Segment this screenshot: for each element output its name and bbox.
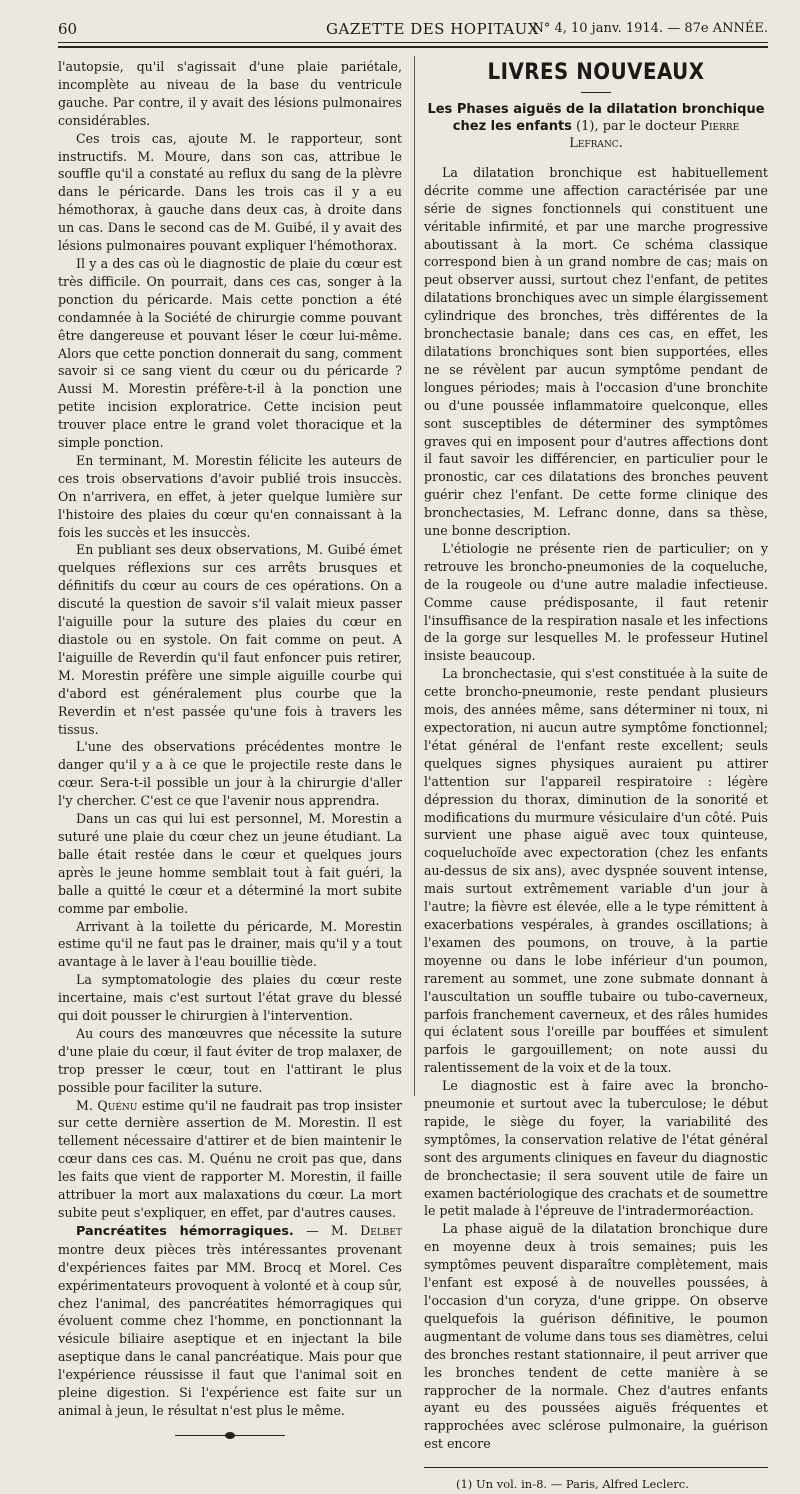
section-ornament <box>175 1432 285 1439</box>
footnote: (1) Un vol. in-8. — Paris, Alfred Leclerc. <box>456 1477 689 1492</box>
footnote-rule <box>424 1467 768 1468</box>
paragraph-quenu <box>58 1097 402 1222</box>
paragraph: Dans un cas qui lui est personnel, M. Morestin a suturé une plaie du cœur chez un jeune étudiant. La balle était restée dans le cœur et quelques jours après le jeune homme semblait tout à fait guéri, la balle a quitté le cœur et a déterminé la mort subite comme par embolie. <box>58 811 402 916</box>
paragraph: La phase aiguë de la dilatation bronchique dure en moyenne deux à trois semaines; puis les symptômes peuvent disparaître complètement, mais l'enfant est exposé à de nouvelles poussées, à l'occasion d'un coryza, d'une grippe. On observe quelquefois la guérison définitive, le poumon augmentant de volume dans tous ses diamètres, celui des bronches restant stationnaire, il peut arriver que les bronches tendent de cette manière à se rapprocher de la normale. Chez d'autres enfants ayant eu des poussées aiguës fréquentes et rapprochées avec sclérose pulmonaire, la guérison est encore <box>424 1221 768 1452</box>
paragraph: Il y a des cas où le diagnostic de plaie du cœur est très difficile. On pourrait, dans ces cas, songer à la ponction du péricarde. Mais cette ponction a été condamnée à la Société de chirurgie comme pouvant être dangereuse et pouvant léser le cœur lui-même. Alors que cette ponction donnerait du sang, comment savoir si ce sang vient du cœur ou du péricarde ? Aussi M. Morestin préfère-t-il à la ponction une petite incision exploratrice. Cette incision peut trouver place entre le grand volet thoracique et la simple ponction. <box>58 255 402 451</box>
paragraph: En publiant ses deux observations, M. Guibé émet quelques réflexions sur ces arrêts brusques et définitifs du cœur au cours de ces opérations. On a discuté la question de savoir s'il valait mieux passer l'aiguille pour la suture des plaies du cœur en diastole ou en systole. On fait comme on peut. A l'aiguille de Reverdin qu'il faut enfoncer puis retirer, M. Morestin préfère une simple aiguille courbe qui d'abord est généralement plus courbe que la Reverdin et n'est passée qu'une fois à travers les tissus. <box>58 542 402 737</box>
right-column <box>424 58 768 1494</box>
speaker-name: M. Quénu <box>76 1097 138 1113</box>
subsection-paragraph <box>58 1222 402 1420</box>
paragraph: L'étiologie ne présente rien de particulier; on y retrouve les broncho-pneumonies de la coqueluche, de la rougeole ou d'une autre maladie infectieuse. Comme cause prédisposante, il faut retenir l'insuffisance de la respiration nasale et les infections de la gorge sur lesquelles M. le professeur Hutinel insiste beaucoup. <box>424 540 768 664</box>
section-title: LIVRES NOUVEAUX <box>487 60 705 85</box>
paragraph: La symptomatologie des plaies du cœur reste incertaine, mais c'est surtout l'état grave du blessé qui doit pousser le chirurgien à l'intervention. <box>58 972 402 1024</box>
paragraph: L'une des observations précédentes montre le danger qu'il y a à ce que le projectile reste dans le cœur. Sera-t-il possible un jour à la chirurgie d'aller l'y chercher. C'est ce que l'avenir nous apprendra. <box>58 739 402 809</box>
header-rule-thin <box>58 42 768 43</box>
paragraph: En terminant, M. Morestin félicite les auteurs de ces trois observations d'avoir publié trois insuccès. On n'arrivera, en effet, à jeter quelque lumière sur l'histoire des plaies du cœur qu'en connaissant à la fois les succès et les insuccès. <box>58 452 402 540</box>
subsection-heading: Pancréatites hémorragiques. <box>76 1223 294 1239</box>
header-rule-thick <box>58 46 768 48</box>
paragraph-text: estime qu'il ne faudrait pas trop insister sur cette dernière assertion de M. Morestin. Il est tellement nécessaire d'attirer et de bien maintenir le cœur dans ces cas. M. Quénu ne croit pas que, dans les faits que vient de rapporter M. Morestin, il faille attribuer la mort aux malaxations du cœur. La mort subite peut s'expliquer, en effet, par d'autres causes. <box>58 1097 402 1220</box>
section-title-rule <box>581 92 611 93</box>
speaker-name: Delbet <box>360 1222 402 1238</box>
page-header <box>58 18 768 40</box>
paragraph: La bronchectasie, qui s'est constituée à la suite de cette broncho-pneumonie, reste pendant plusieurs mois, des années même, sans déterminer ni toux, ni expectoration, ni aucun autre symptôme fonctionnel; l'état général de l'enfant reste excellent; seuls quelques signes physiques auraient pu attirer l'attention sur l'appareil respiratoire : légère dépression du thorax, diminution de la sonorité et modifications du murmure vésiculaire d'un côté. Puis survient une phase aiguë avec toux quinteuse, coqueluchoïde avec expectoration (chez les enfants au-dessus de six ans), avec dyspnée souvent intense, mais surtout extrêmement variable d'un jour à l'autre; la fièvre est élevée, elle a le type rémittent à exacerbations vespérales, à grandes oscillations; à l'examen des poumons, on trouve, à la partie moyenne ou dans le lobe inférieur d'un poumon, rarement au sommet, une zone submate donnant à l'auscultation un souffle tubaire ou tubo-caverneux, parfois franchement caverneux, et des râles humides qui éclatent sous l'oreille par bouffées et simulent parfois le gargouillement; on note aussi du ralentissement de la voix et de la toux. <box>424 666 768 1076</box>
paragraph: Ces trois cas, ajoute M. le rapporteur, sont instructifs. M. Moure, dans son cas, attribue le souffle qu'il a constaté au reflux du sang de la plèvre dans le péricarde. Dans les trois cas il y a eu hémothorax, à gauche dans deux cas, à droite dans un cas. Dans le second cas de M. Guibé, il y avait des lésions pulmonaires pouvant expliquer l'hémothorax. <box>58 130 402 254</box>
column-divider <box>414 56 415 1096</box>
page-number: 60 <box>58 20 78 38</box>
subsection-lead: — M. <box>293 1222 361 1238</box>
article-author: Pierre Lefranc <box>569 118 740 151</box>
issue-info: N° 4, 10 janv. 1914. — 87e ANNÉE. <box>532 21 768 36</box>
article-title: Les Phases aiguës de la dilatation bronchique chez les enfants <box>427 101 765 134</box>
paragraph: Arrivant à la toilette du péricarde, M. Morestin estime qu'il ne faut pas le drainer, mais qu'il y a tout avantage à le laver à l'eau bouillie tiède. <box>58 918 402 970</box>
paragraph: La dilatation bronchique est habituellement décrite comme une affection caractérisée par une série de signes fonctionnels qui constituent une véritable infirmité, et par une marche progressive aboutissant à la mort. Ce schéma classique correspond bien à un grand nombre de cas; mais on peut observer aussi, surtout chez l'enfant, de petites dilatations bronchiques avec un simple élargissement cylindrique des bronches, très différentes de la bronchectasie banale; dans ces cas, en effet, les dilatations bronchiques sont bien supportées, elles ne se révèlent par aucun symptôme pendant de longues périodes; mais à l'occasion d'une bronchite ou d'une poussée inflammatoire quelconque, elles sont susceptibles de déterminer des symptômes graves qui en imposent pour d'autres affections dont il faut savoir les différencier, en particulier pour le pronostic, car ces dilatations des bronches peuvent guérir chez l'enfant. De cette forme clinique des bronchectasies, M. Lefranc donne, dans sa thèse, une bonne description. <box>424 164 768 539</box>
journal-title: GAZETTE DES HOPITAUX <box>326 20 539 38</box>
article-title-block: Les Phases aiguës de la dilatation bronchique chez les enfants (1), par le docteur Pierre Lefranc. <box>427 101 765 151</box>
paragraph: Le diagnostic est à faire avec la broncho-pneumonie et surtout avec la tuberculose; le début rapide, le siège du foyer, la variabilité des symptômes, la conservation relative de l'état général sont des arguments cliniques en faveur du diagnostic de bronchectasie; il sera souvent utile de faire un examen bactériologique des crachats et de soumettre le petit malade à l'épreuve de l'intradermoréaction. <box>424 1078 768 1219</box>
paragraph: l'autopsie, qu'il s'agissait d'une plaie pariétale, incomplète au niveau de la base du ventricule gauche. Par contre, il y avait des lésions pulmonaires considérables. <box>58 59 402 128</box>
subsection-text: montre deux pièces très intéressantes provenant d'expériences faites par MM. Brocq et Morel. Ces expérimentateurs provoquent à volonté et à coup sûr, chez l'animal, des pancréatites hémorragiques qui évoluent comme chez l'homme, en ponctionnant la vésicule biliaire aseptique et en injectant la bile aseptique dans le canal pancréatique. Mais pour que l'expérience réussisse il faut que l'animal soit en pleine digestion. Si l'expérience est faite sur un animal à jeun, le résultat n'est plus le même. <box>58 1241 402 1418</box>
paragraph: Au cours des manœuvres que nécessite la suture d'une plaie du cœur, il faut éviter de trop malaxer, de trop presser le cœur, tout en l'attirant le plus possible pour faciliter la suture. <box>58 1025 402 1095</box>
article-ref: (1), par le docteur <box>571 118 701 134</box>
left-column <box>58 58 402 1439</box>
